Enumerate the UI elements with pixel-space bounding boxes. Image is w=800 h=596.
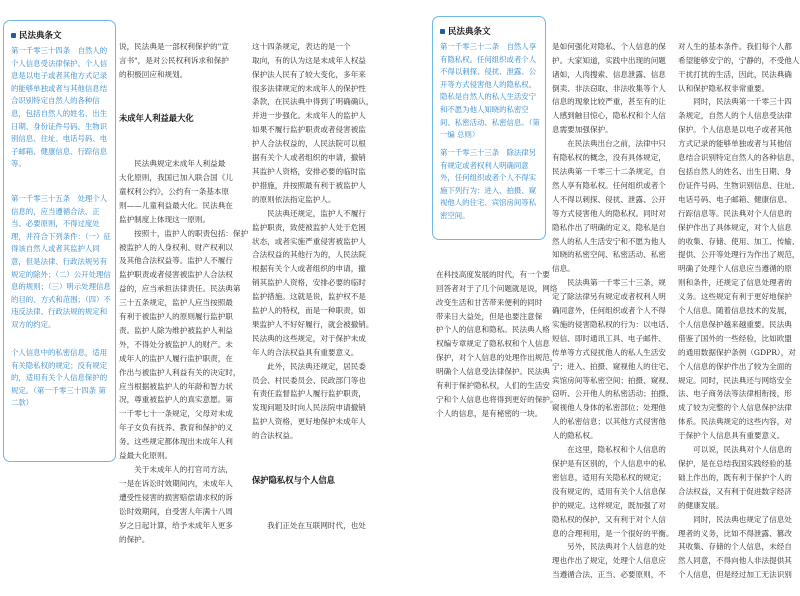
text-line: 对人生的基本条件。我们每个人都	[678, 41, 792, 51]
text-line: 则——儿童利益最大化。民法典在	[119, 200, 233, 210]
article-1034: 第一千零三十四条 自然人的个人信息受法律保护。个人信息是以电子或者其他方式记录的能够单独或者与其他信息结合识别特定自然人的各种信息，包括自然人的姓名、出生日期、身份证件号码、生物识别信息、住址、电话号码、电子邮箱、健康信息、行踪信息等。	[11, 46, 108, 169]
text-line: 保护是有区别的，个人信息中的私	[552, 459, 666, 468]
bullet-square-icon	[440, 29, 445, 34]
text-line: 监护措施。这就是说，监护权不是	[252, 292, 366, 302]
text-line: 的积极回应和规划。	[119, 69, 188, 79]
text-line: 个人信息。随着信息技术的发展，	[678, 306, 792, 316]
paragraph	[119, 227, 247, 463]
text-line: 保护，对个人信息的处理作出规范，	[436, 353, 558, 363]
text-line: 年人的合法权益具有重要意义。	[252, 347, 359, 357]
text-line: 保护，是在总结我国实践经验的基	[678, 459, 792, 468]
text-line: 法、电子商务法等法律相衔接，形	[678, 389, 792, 399]
text-line: 护。大家知道，实践中出现的问题	[552, 55, 666, 65]
text-line: 有利于被监护人的原则履行监护职	[119, 312, 233, 322]
text-line: 诸如，人肉搜索、信息泄露、信息	[552, 69, 666, 79]
text-line: 三十五条规定，监护人应当按照最	[119, 298, 233, 308]
text-line: 个人信息，但是经过加工无法识别	[678, 570, 792, 580]
text-line: 窃听、公开他人的私密活动；拍摄、	[552, 389, 674, 399]
text-line: 有隐私权的概念，没有具体规定，	[552, 153, 666, 163]
text-line: 责。监护人除为维护被监护人利益	[119, 325, 233, 335]
text-line: 护个人的信息和隐私。民法典人格	[436, 325, 550, 335]
text-line: 人的私密信息；以其他方式侵害他	[552, 417, 666, 427]
text-line: 然人享有隐私权。任何组织或者个	[552, 180, 666, 190]
text-line: 根据有关个人或者组织的申请，撤	[252, 264, 366, 274]
text-line: 被监护人的人身权利、财产权利以	[119, 242, 233, 252]
sidebar-title: 民法典条文	[11, 29, 62, 41]
text-line: 成年人的监护人履行监护职责，在	[119, 353, 233, 363]
text-line: 护的规定。这样规定，既加强了对	[552, 500, 666, 510]
text-line: 销其监护人资格，安排必要的临时	[252, 278, 366, 288]
text-line: 条规定，自然人的个人信息受法律	[678, 111, 792, 121]
text-line: 务。这些规定都体现出未成年人利	[119, 437, 233, 447]
text-line: 宾馆房间等私密空间；拍摄、窥视、	[552, 375, 674, 385]
text-line: 其监护人资格，安排必要的临时监	[252, 166, 366, 176]
column-lines	[552, 40, 674, 582]
text-line: 息的合理利用，是一个很好的平衡。	[552, 528, 674, 538]
text-line: 于保护个人信息具有重要意义。	[678, 431, 785, 441]
text-line: 员会、村民委员会、民政部门等也	[252, 375, 366, 385]
text-line: 监护人资格，更好地保护未成年人	[252, 417, 366, 427]
column-paragraph-bottom	[252, 519, 382, 533]
text-line: 知晓的私密空间、私密活动、私密	[552, 250, 666, 260]
text-line: 个人信息保护越来越重要。民法典	[678, 319, 792, 329]
text-line: 然人同意，不得向他人非法提供其	[678, 556, 792, 566]
section-heading-minors: 未成年人利益最大化	[119, 113, 194, 124]
text-line: 有责任监督监护人履行监护职责，	[252, 389, 366, 399]
bullet-square-icon	[11, 33, 16, 38]
text-line: 础上作出的，既有利于保护个人的	[678, 472, 792, 482]
column-paragraphs	[119, 157, 247, 546]
text-line: 宁和个人信息也将得到更好的保护。	[436, 394, 558, 404]
text-line: 童权利公约》，公约有一条基本原	[119, 186, 230, 196]
text-line: 实施的侵害隐私权的行为：以电话、	[552, 319, 674, 329]
text-line: 个人的信息，是有秘密的一块。	[436, 408, 543, 418]
text-line: 个人信息的保护作出了较为全面的	[678, 361, 792, 371]
text-line: 同时，民法典也规定了信息处	[678, 514, 792, 524]
text-line: 息结合识别特定自然人的各种信息，	[678, 153, 800, 163]
text-line: 合法权益的其他行为的，人民法院	[252, 250, 366, 260]
text-line: 监护职责，致使被监护人处于危困	[252, 222, 366, 232]
text-line: 岁之日起计算，给予未成年人更多	[119, 520, 233, 530]
text-column-2	[252, 12, 382, 530]
text-line: 有利于保护隐私权，人们的生活安	[436, 381, 550, 391]
text-line: 发现问题及时向人民法院申请撤销	[252, 403, 366, 413]
text-line: 是如何强化对隐私、个人信息的保	[552, 41, 666, 51]
text-line: 然人的私人生活安宁和不愿为他人	[552, 236, 666, 246]
text-line: 作出与被监护人利益有关的决定时，	[119, 367, 241, 377]
text-line: 干扰打扰的生活，因此，民法典确	[678, 69, 792, 79]
text-line: 当遵循合法、正当、必要原则，不	[552, 570, 666, 580]
text-line: 关于未成年人的打官司方法，	[119, 465, 233, 474]
text-line: 我们正处在互联网时代，也处	[252, 520, 366, 530]
text-line: 的原则依法指定监护人。	[252, 194, 336, 204]
text-line: 的健康发展。	[678, 500, 724, 510]
article-1032: 第一千零三十二条 自然人享有隐私权。任何组织或者个人不得以刺探、侵扰、泄露、公开等方式侵害他人的隐私权。隐私是自然人的私人生活安宁和不愿为他人知晓的私密空间、私密活动、私密信息。（第一编 总则）	[440, 42, 540, 140]
text-line: 明确了处理个人信息应当遵循的原	[678, 264, 792, 274]
paragraph	[119, 157, 247, 227]
text-line: 说，民法典是一部权利保护的"宣	[119, 41, 229, 51]
text-line: 隐私权的保护，又有利于对个人信	[552, 514, 666, 524]
text-line: 包括自然人的姓名、出生日期、身	[678, 166, 792, 176]
text-line: 据有关个人或者组织的申请，撤销	[252, 153, 366, 163]
text-column-3-lower	[436, 240, 558, 462]
text-line: 果监护人不好好履行，就会被撤销。	[252, 319, 374, 329]
text-line: 人的隐私权。	[552, 431, 598, 441]
text-line: 规定。同时，民法典还与网络安全	[678, 375, 792, 385]
text-line: 的收集、存储、使用、加工、传输、	[678, 236, 800, 246]
text-line: 的通用数据保护条例（GDPR），对	[678, 347, 796, 357]
text-line: 在科技高度发展的时代，有一个要	[436, 269, 550, 279]
text-line: 成了较为完整的个人信息保护法律	[678, 403, 792, 413]
sidebar-title: 民法典条文	[440, 25, 491, 37]
text-line: 其收集、存储的个人信息，未经自	[678, 542, 792, 552]
text-line: 没有规定的，适用有关个人信息保	[552, 486, 666, 496]
text-line: 传单等方式侵扰他人的私人生活安	[552, 347, 666, 357]
text-line: 理者的义务，比如不得泄露、篡改	[678, 528, 792, 538]
text-line: 遭受性侵害的损害赔偿请求权的诉	[119, 492, 233, 502]
text-line: 监护职责或者侵害被监护人合法权	[119, 270, 233, 280]
article-1035: 第一千零三十五条 处理个人信息的，应当遵循合法、正当、必要原则，不得过度处理，并符合下列条件：（一）征得该自然人或者其监护人同意，但是法律、行政法规另有规定的除外；（二）公开处理信息的规则；（三）明示处理信息的目的、方式和范围；（四）不违反法律、行政法规的规定和双方的约定。	[11, 194, 111, 329]
text-line: 及其他合法权益等。监护人不履行	[119, 256, 233, 266]
text-line: 提供、公开等处理行为作出了规范，	[678, 250, 800, 260]
text-line: 并进一步强化。未成年人的监护人	[252, 111, 366, 121]
text-line: 人不得以刺探、侵扰、泄露、公开	[552, 194, 666, 204]
text-line: 息需要加强保护。	[552, 125, 613, 135]
article-1033: 第一千零三十三条 除法律另有规定或者权利人明确同意外，任何组织或者个人不得实施下列行为：进入、拍摄、窥视他人的住宅、宾馆房间等私密空间。	[440, 148, 537, 220]
paragraph	[252, 40, 382, 207]
text-line: 认和保护隐私权非常重要。	[678, 83, 770, 93]
text-line: 定了除法律另有规定或者权利人明	[552, 292, 666, 302]
article-privacy-note: 个人信息中的私密信息，适用有关隐私权的规定；没有规定的，适用有关个人信息保护的规定。（第一千零三十四条 第二款）	[11, 348, 108, 408]
text-line: 护措施，并按照最有利于被监护人	[252, 180, 366, 190]
text-line: 短信、即时通讯工具、电子邮件、	[552, 333, 666, 343]
text-line: 份证件号码、生物识别信息、住址、	[678, 180, 800, 190]
text-line: 合法权益，又有利于促进数字经济	[678, 486, 792, 496]
column-paragraphs	[252, 40, 382, 443]
sidebar-privacy-articles	[432, 16, 546, 240]
text-line: 理也作出了规定，处理个人信息应	[552, 556, 666, 566]
text-line: 回答者对于了几个问题就是说，网络	[436, 283, 558, 293]
text-line: 义务。这些规定有利于更好地保护	[678, 292, 792, 302]
text-line: 民法典规定未成年人利益最	[119, 159, 226, 169]
text-line: 同时，民法典第一千零三十四	[678, 97, 792, 107]
text-line: 状态，或者实施严重侵害被监护人	[252, 236, 366, 246]
text-line: 况，尊重被监护人的真实意愿。第	[119, 395, 233, 405]
text-line: 可以说，民法典对个人信息的	[678, 445, 792, 455]
text-line: 言书"，是对公民权利诉求和保护	[119, 55, 229, 65]
text-line: 隐私作出了明确的定义，隐私是自	[552, 222, 666, 232]
text-line: 体系。民法典规定的这些内容，对	[678, 417, 792, 427]
text-line: 民法典第一千零三十三条，规	[552, 278, 666, 288]
text-line: 保护法人民有了较大变化，多年来	[252, 69, 366, 79]
text-line: 的合法权益。	[252, 431, 298, 441]
text-line: 窥视他人身体的私密部位；处理他	[552, 403, 666, 413]
text-line: 一是在诉讼时效期间内，未成年人	[119, 478, 233, 488]
text-line: 此外，民法典还规定，居民委	[252, 361, 366, 371]
text-line: 宁；进入、拍摄、窥视他人的住宅、	[552, 361, 674, 371]
text-line: 取向，有的认为这是未成年人权益	[252, 55, 366, 65]
text-line: 讼时效期间，自受害人年满十八周	[119, 506, 233, 516]
text-line: 倒卖、非法窃取、非法收集等个人	[552, 83, 666, 93]
text-column-4	[552, 12, 674, 580]
text-line: 的保护。	[119, 534, 150, 544]
column-intro	[119, 40, 247, 82]
text-line: 改变生活和甘苦带来便利的同时	[436, 297, 543, 307]
text-line: 明确个人信息受法律保护。民法典	[436, 367, 550, 377]
text-line: 按照十，监护人的职责包括：保护	[119, 228, 249, 238]
text-line: 密信息，适用有关隐私权的规定；	[552, 472, 666, 482]
text-line: 民法典还规定，监护人不履行	[252, 208, 366, 218]
text-line: 应当根据被监护人的年龄和智力状	[119, 381, 233, 391]
column-lines	[436, 268, 558, 421]
text-line: 保护。个人信息是以电子或者其他	[678, 125, 792, 135]
text-line: 监护制度上体现这一原则。	[119, 214, 211, 224]
text-line: 一千零七十一条规定，父母对未成	[119, 409, 233, 419]
text-line: 条款，在民法典中得到了明确确认，	[252, 97, 374, 107]
text-line: 益的，应当承担法律责任。民法典第	[119, 284, 241, 294]
text-line: 信息的现象比较严重，甚至有的让	[552, 97, 666, 107]
text-line: 带来日大益处，但是也要注意保	[436, 311, 543, 321]
text-line: 大化原则，我国已加入联合国《儿	[119, 172, 233, 182]
text-line: 另外，民法典对个人信息的处	[552, 542, 666, 552]
text-line: 这十四条规定，表达的是一个	[252, 41, 351, 51]
text-line: 借鉴了国外的一些经验，比如欧盟	[678, 333, 792, 343]
text-line: 在这里，隐私权和个人信息的	[552, 445, 666, 455]
text-line: 年子女负有抚养、教育和保护的义	[119, 423, 233, 433]
text-line: 如果不履行监护职责或者侵害被监	[252, 125, 366, 135]
paragraph	[252, 207, 382, 360]
text-line: 保护作出了具体规定，对个人信息	[678, 222, 792, 232]
text-line: 行踪信息等。民法典对个人信息的	[678, 208, 792, 218]
text-line: 外，不得处分被监护人的财产。未	[119, 339, 233, 349]
text-line: 电话号码、电子邮箱、健康信息、	[678, 194, 792, 204]
text-line: 等方式侵害他人的隐私权。同时对	[552, 208, 666, 218]
text-line: 确同意外，任何组织或者个人不得	[552, 306, 666, 316]
section-heading-privacy: 保护隐私权与个人信息	[252, 474, 335, 485]
text-column-5	[678, 12, 800, 580]
text-line: 很多法律规定的未成年人的保护性	[252, 83, 366, 93]
column-lines	[678, 40, 798, 582]
text-line: 信息。	[552, 264, 575, 274]
text-line: 权编专章规定了隐私权和个人信息	[436, 339, 550, 349]
text-line: 护人合法权益的，人民法院可以根	[252, 139, 366, 149]
text-line: 监护人的特权，而是一种职责，如	[252, 306, 366, 316]
sidebar-legal-articles	[3, 20, 116, 462]
text-line: 民法典的这些规定，对于保护未成	[252, 333, 366, 343]
text-line: 益最大化原则。	[119, 451, 173, 461]
text-line: 则和条件，还规定了信息处理者的	[678, 278, 792, 288]
text-line: 希望能够安宁的，宁静的，不受他人	[678, 55, 800, 65]
paragraph	[119, 463, 247, 546]
text-column-1	[119, 12, 249, 544]
text-line: 在民法典出台之前，法律中只	[552, 139, 666, 149]
text-line: 民法典第一千零三十二条规定，自	[552, 166, 666, 176]
text-line: 方式记录的能够单独或者与其他信	[678, 139, 792, 149]
text-line: 人感到触目惊心，隐私权和个人信	[552, 111, 666, 121]
paragraph	[252, 360, 382, 443]
